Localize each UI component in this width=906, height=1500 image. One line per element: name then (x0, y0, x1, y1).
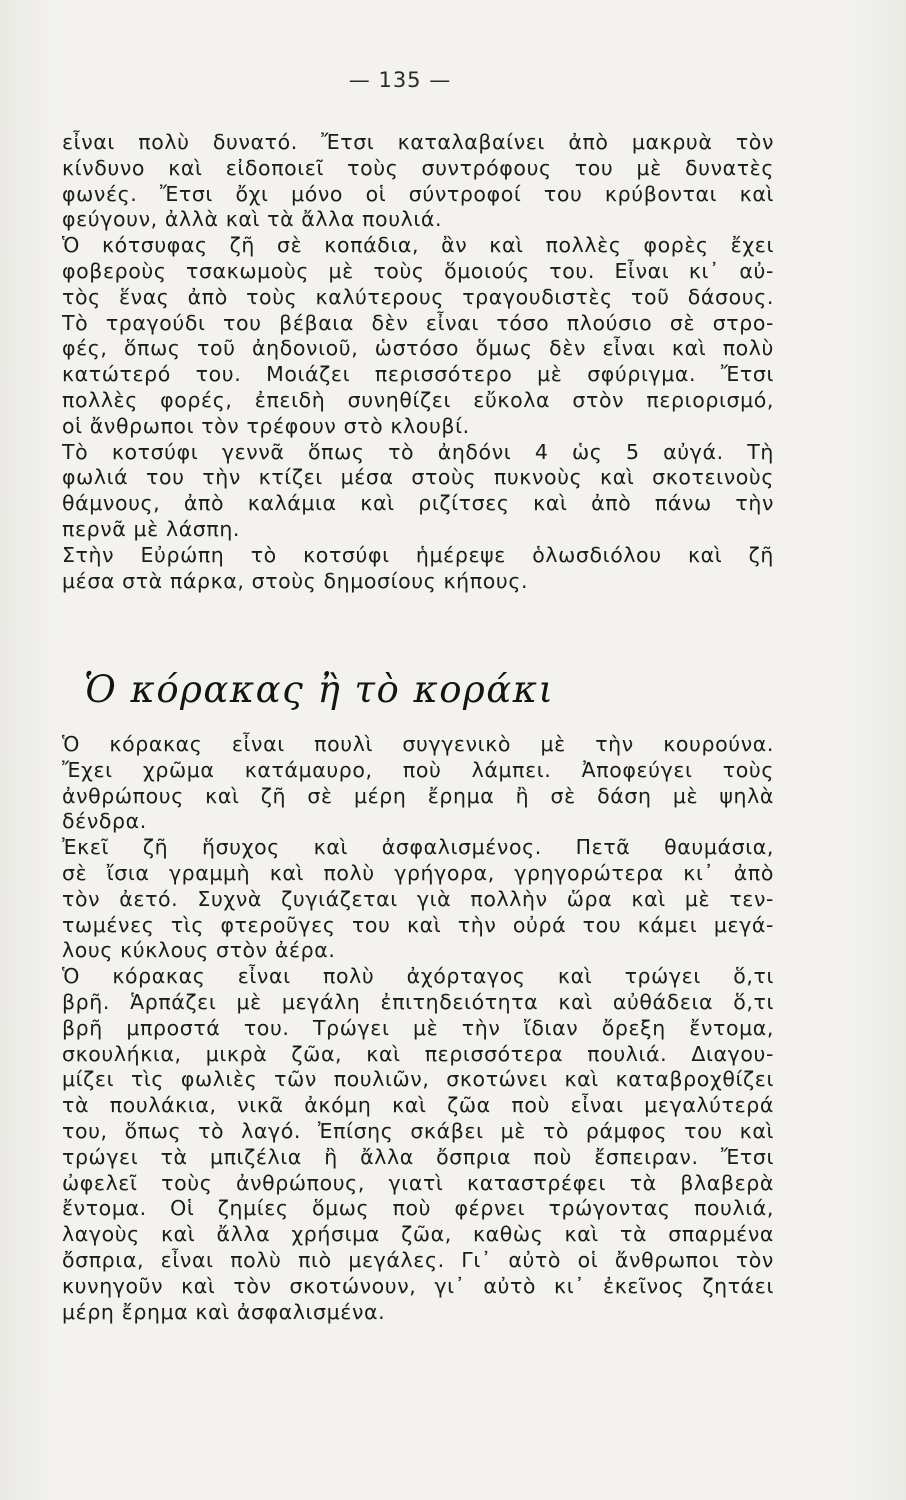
text-line: Στὴν Εὐρώπη τὸ κοτσύφι ἡμέρεψε ὁλωσδιόλου καὶ ζῆ (62, 542, 774, 567)
text-line: σκουλήκια, μικρὰ ζῶα, καὶ περισσότερα πουλιά. Διαγου- (62, 1041, 774, 1066)
text-line: σὲ ἴσια γραμμὴ καὶ πολὺ γρήγορα, γρηγορώτερα κι᾽ ἀπὸ (62, 860, 774, 885)
text-line: δένδρα. (62, 809, 147, 834)
text-line: τὸς ἕνας ἀπὸ τοὺς καλύτερους τραγουδιστὲς τοῦ δάσους. (62, 284, 774, 309)
body-text-section-2 (62, 732, 774, 1325)
text-line: Ἐκεῖ ζῆ ἥσυχος καὶ ἀσφαλισμένος. Πετᾶ θαυμάσια, (62, 835, 774, 860)
text-line: λους κύκλους στὸν ἀέρα. (62, 938, 336, 963)
text-line: φοβεροὺς τσακωμοὺς μὲ τοὺς ὅμοιούς του. Εἶναι κι᾽ αὐ- (62, 258, 774, 283)
text-line: Ὁ κόρακας εἶναι πολὺ ἀχόρταγος καὶ τρώγει ὅ,τι (62, 964, 774, 989)
text-line: τωμένες τὶς φτεροῦγες του καὶ τὴν οὐρά του κάμει μεγά- (62, 912, 774, 937)
text-line: τὰ πουλάκια, νικᾶ ἀκόμη καὶ ζῶα ποὺ εἶναι μεγαλύτερά (62, 1093, 774, 1118)
body-text-section-1 (62, 130, 774, 594)
text-line: μέσα στὰ πάρκα, στοὺς δημοσίους κήπους. (62, 568, 529, 593)
text-line: Τὸ τραγούδι του βέβαια δὲν εἶναι τόσο πλούσιο σὲ στρο- (62, 310, 774, 335)
text-line: κυνηγοῦν καὶ τὸν σκοτώνουν, γι᾽ αὐτὸ κι᾽ ἐκεῖνος ζητάει (62, 1273, 774, 1298)
text-line: βρῆ. Ἁρπάζει μὲ μεγάλη ἐπιτηδειότητα καὶ αὐθάδεια ὅ,τι (62, 989, 774, 1014)
text-line: τρώγει τὰ μπιζέλια ἢ ἄλλα ὄσπρια ποὺ ἔσπειραν. Ἔτσι (62, 1144, 774, 1169)
text-line: πολλὲς φορές, ἐπειδὴ συνηθίζει εὔκολα στὸν περιορισμό, (62, 387, 774, 412)
text-line: Ἔχει χρῶμα κατάμαυρο, ποὺ λάμπει. Ἀποφεύγει τοὺς (62, 757, 774, 782)
text-line: κατώτερό του. Μοιάζει περισσότερο μὲ σφύριγμα. Ἔτσι (62, 362, 774, 387)
section-heading: Ὁ κόρακας ἢ τὸ κοράκι (84, 668, 555, 711)
text-line: Ὁ κότσυφας ζῆ σὲ κοπάδια, ἂν καὶ πολλὲς φορὲς ἔχει (62, 233, 774, 258)
text-line: ἔντομα. Οἱ ζημίες ὅμως ποὺ φέρνει τρώγοντας πουλιά, (62, 1196, 774, 1221)
text-line: κίνδυνο καὶ εἰδοποιεῖ τοὺς συντρόφους του μὲ δυνατὲς (62, 155, 774, 180)
text-line: θάμνους, ἀπὸ καλάμια καὶ ριζίτσες καὶ ἀπὸ πάνω τὴν (62, 491, 774, 516)
text-line: Ὁ κόρακας εἶναι πουλὶ συγγενικὸ μὲ τὴν κουρούνα. (62, 732, 774, 756)
text-line: φωλιά του τὴν κτίζει μέσα στοὺς πυκνοὺς καὶ σκοτεινοὺς (62, 465, 774, 490)
text-line: Τὸ κοτσύφι γεννᾶ ὅπως τὸ ἀηδόνι 4 ὡς 5 αὐγά. Τὴ (62, 439, 774, 464)
text-line: ὄσπρια, εἶναι πολὺ πιὸ μεγάλες. Γι᾽ αὐτὸ οἱ ἄνθρωποι τὸν (62, 1247, 774, 1272)
text-line: περνᾶ μὲ λάσπη. (62, 516, 241, 541)
text-line: φωνές. Ἔτσι ὄχι μόνο οἱ σύντροφοί του κρύβονται καὶ (62, 181, 774, 206)
text-line: βρῆ μπροστά του. Τρώγει μὲ τὴν ἴδιαν ὄρεξη ἔντομα, (62, 1015, 774, 1040)
text-line: εἶναι πολὺ δυνατό. Ἔτσι καταλαβαίνει ἀπὸ μακρυὰ τὸν (62, 130, 774, 154)
text-line: μέρη ἔρημα καὶ ἀσφαλισμένα. (62, 1299, 386, 1324)
text-line: του, ὅπως τὸ λαγό. Ἐπίσης σκάβει μὲ τὸ ράμφος του καὶ (62, 1118, 774, 1143)
text-line: ὠφελεῖ τοὺς ἀνθρώπους, γιατὶ καταστρέφει τὰ βλαβερὰ (62, 1170, 774, 1195)
text-line: μίζει τὶς φωλιὲς τῶν πουλιῶν, σκοτώνει καὶ καταβροχθίζει (62, 1067, 774, 1092)
text-line: ἀνθρώπους καὶ ζῆ σὲ μέρη ἔρημα ἢ σὲ δάση μὲ ψηλὰ (62, 783, 774, 808)
text-line: φεύγουν, ἀλλὰ καὶ τὰ ἄλλα πουλιά. (62, 207, 443, 232)
text-line: λαγοὺς καὶ ἄλλα χρήσιμα ζῶα, καθὼς καὶ τὰ σπαρμένα (62, 1222, 774, 1247)
text-line: τὸν ἀετό. Συχνὰ ζυγιάζεται γιὰ πολλὴν ὥρα καὶ μὲ τεν- (62, 886, 774, 911)
page-number: — 135 — (348, 68, 452, 92)
text-line: φές, ὅπως τοῦ ἀηδονιοῦ, ὡστόσο ὅμως δὲν εἶναι καὶ πολὺ (62, 336, 774, 361)
text-line: οἱ ἄνθρωποι τὸν τρέφουν στὸ κλουβί. (62, 413, 470, 438)
